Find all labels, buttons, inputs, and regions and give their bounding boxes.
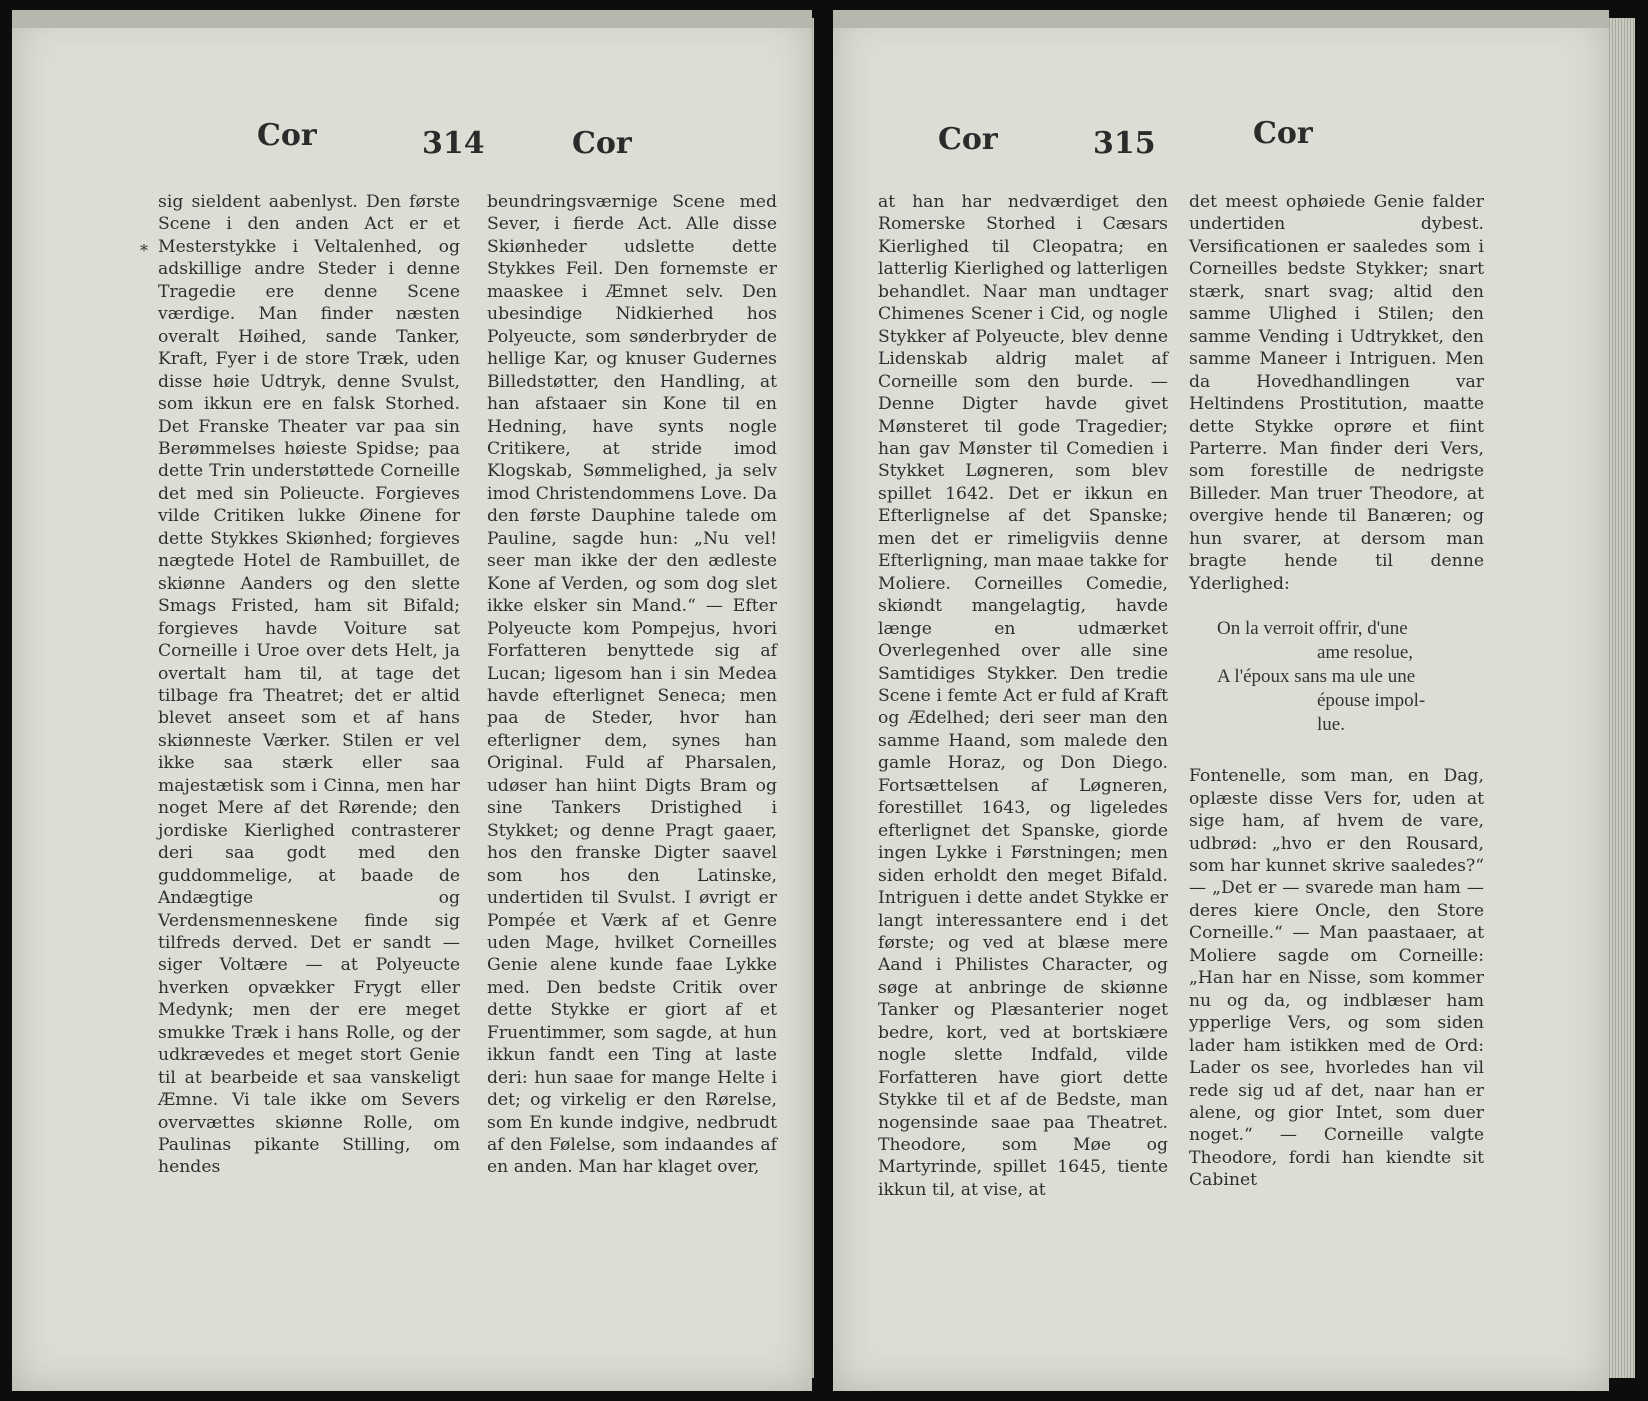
verse-line: lue. xyxy=(1317,714,1345,736)
verse-line: On la verroit offrir, d'une xyxy=(1217,618,1408,640)
right-col2-text-top: det meest ophøiede Genie falder undertiden dybest. Versificationen er saaledes som i Corneilles bedste Stykker; snart stærk, snart svag; altid den samme Ulighed i Stilen; den samme Vending i Udtrykket, den samme Maneer i Intriguen. Men da Hovedhandlingen var Heltindens Prostitution, maatte dette Stykke oprøre et fiint Parterre. Man finder deri Vers, som forestille de nedrigste Billeder. Man truer Theodore, at overgive hende til Banæren; og hun svarer, at dersom man bragte hende til denne Yderlighed: xyxy=(1189,192,1484,594)
right-page-headword-right: Cor xyxy=(1253,116,1313,151)
left-page-headword-right: Cor xyxy=(572,126,632,161)
page-top-shadow xyxy=(12,10,812,28)
right-col2-text-bottom: Fontenelle, som man, en Dag, oplæste disse Vers for, uden at sige ham, af hvem de vare, udbrød: „hvo er den Rousard, som har kunnet skrive saaledes?“ — „Det er — svarede man ham — deres kiere Oncle, den Store Corneille.“ — Man paastaaer, at Moliere sagde om Corneille: „Han har en Nisse, som kommer nu og da, og indblæser ham ypperlige Vers, og som siden lader ham istikken med de Ord: Lader os see, hvorledes han vil rede sig ud af det, naar han er alene, og gior Intet, som duer noget.“ — Corneille valgte Theodore, fordi han kiendte sit Cabinet xyxy=(1189,766,1484,1191)
left-page-headword-left: Cor xyxy=(257,118,317,153)
verse-line: ame resolue, xyxy=(1317,642,1414,664)
left-page xyxy=(12,10,812,1391)
right-page-number: 315 xyxy=(1093,126,1156,161)
left-page-number: 314 xyxy=(422,126,485,161)
right-page xyxy=(833,10,1609,1391)
margin-mark: * xyxy=(140,241,148,260)
left-page-column-2 xyxy=(487,191,777,1179)
left-page-column-1 xyxy=(158,191,460,1179)
right-page-column-1 xyxy=(878,191,1168,1201)
right-col1-text: at han har nedværdiget den Romerske Storhed i Cæsars Kierlighed til Cleopatra; en latterlig Kierlighed og latterligen behandlet. Naar man undtager Chimenes Scener i Cid, og nogle Stykker af Polyeucte, blev denne Lidenskab aldrig malet af Corneille som den burde. — Denne Digter havde givet Mønsteret til gode Tragedier; han gav Mønster til Comedien i Stykket Løgneren, som blev spillet 1642. Det er ikkun en Efterlignelse af det Spanske; men det er rimeligviis denne Efterligning, man maae takke for Moliere. Corneilles Comedie, skiøndt mangelagtig, havde længe en udmærket Overlegenhed over alle sine Samtidiges Stykker. Den tredie Scene i femte Act er fuld af Kraft og Ædelhed; deri seer man den samme Haand, som malede den gamle Horaz, og Don Diego. Fortsættelsen af Løgneren, forestillet 1643, og ligeledes efterlignet det Spanske, giorde ingen Lykke i Førstningen; men siden erholdt den meget Bifald. Intriguen i dette andet Stykke er langt interessantere end i det første; og ved at blæse mere Aand i Philistes Character, og søge at anbringe de skiønne Tanker og Plæsanterier noget bedre, kort, ved at bortskiære nogle slette Indfald, vilde Forfatteren have giort dette Stykke til et af de Bedste, man nogensinde saae paa Theatret. Theodore, som Møe og Martyrinde, spillet 1645, tiente ikkun til, at vise, at xyxy=(878,192,1168,1200)
page-edge-right xyxy=(1607,18,1635,1378)
right-page-column-2 xyxy=(1189,191,1484,1192)
verse-line: A l'époux sans ma ule une xyxy=(1217,666,1416,688)
right-page-headword-left: Cor xyxy=(938,122,998,157)
verse-line: épouse impol- xyxy=(1317,690,1426,712)
left-col1-text: sig sieldent aabenlyst. Den første Scene i den anden Act er et Mesterstykke i Veltalenhed, og adskillige andre Steder i denne Tragedie ere denne Scene værdige. Man finder næsten overalt Høihed, sande Tanker, Kraft, Fyer i de store Træk, uden disse høie Udtryk, denne Svulst, som ikkun ere en falsk Storhed. Det Franske Theater var paa sin Berømmelses høieste Spidse; paa dette Trin understøttede Corneille det med sin Polieucte. Forgieves vilde Critiken lukke Øinene for dette Stykkes Skiønhed; forgieves nægtede Hotel de Rambuillet, de skiønne Aanders og den slette Smags Fristed, ham sit Bifald; forgieves havde Voiture sat Corneille i Uroe over dets Helt, ja overtalt ham til, at tage det tilbage fra Theatret; det er altid blevet anseet som et af hans skiønneste Værker. Stilen er vel ikke saa stærk eller saa majestætisk som i Cinna, men har noget Mere af det Rørende; den jordiske Kierlighed contrasterer deri saa godt med den guddommelige, at baade de Andægtige og Verdensmenneskene finde sig tilfreds derved. Det er sandt — siger Voltære — at Polyeucte hverken opvækker Frygt eller Medynk; men der ere meget smukke Træk i hans Rolle, og der udkrævedes et meget stort Genie til at bearbeide et saa vanskeligt Æmne. Vi tale ikke om Severs overvættes skiønne Rolle, om Paulinas pikante Stilling, om hendes xyxy=(158,192,460,1178)
french-verse-quote xyxy=(1217,617,1484,737)
page-top-shadow xyxy=(833,10,1609,28)
left-col2-text: beundringsværnige Scene med Sever, i fierde Act. Alle disse Skiønheder udslette dette Stykkes Feil. Den fornemste er maaskee i Æmnet selv. Den ubesindige Nidkierhed hos Polyeucte, som sønderbryder de hellige Kar, og knuser Gudernes Billedstøtter, den Handling, at han afstaaer sin Kone til en Hedning, have synts nogle Critikere, at stride imod Klogskab, Sømmelighed, ja selv imod Christendommens Love. Da den første Dauphine talede om Pauline, sagde hun: „Nu vel! seer man ikke der den ædleste Kone af Verden, og som dog slet ikke elsker sin Mand.“ — Efter Polyeucte kom Pompejus, hvori Forfatteren benyttede sig af Lucan; ligesom han i sin Medea havde efterlignet Seneca; men paa de Steder, hvor han efterligner dem, synes han Original. Fuld af Pharsalen, udøser han hiint Digts Bram og sine Tankers Dristighed i Stykket; og denne Pragt gaaer, hos den franske Digter saavel som hos den Latinske, undertiden til Svulst. I øvrigt er Pompée et Værk af et Genre uden Mage, hvilket Corneilles Genie alene kunde faae Lykke med. Den bedste Critik over dette Stykke er giort af et Fruentimmer, som sagde, at hun ikkun fandt een Ting at laste deri: hun saae for mange Helte i det; og virkelig er den Rørelse, som En kunde indgive, nedbrudt af den Følelse, som indaandes af en anden. Man har klaget over, xyxy=(487,192,777,1178)
